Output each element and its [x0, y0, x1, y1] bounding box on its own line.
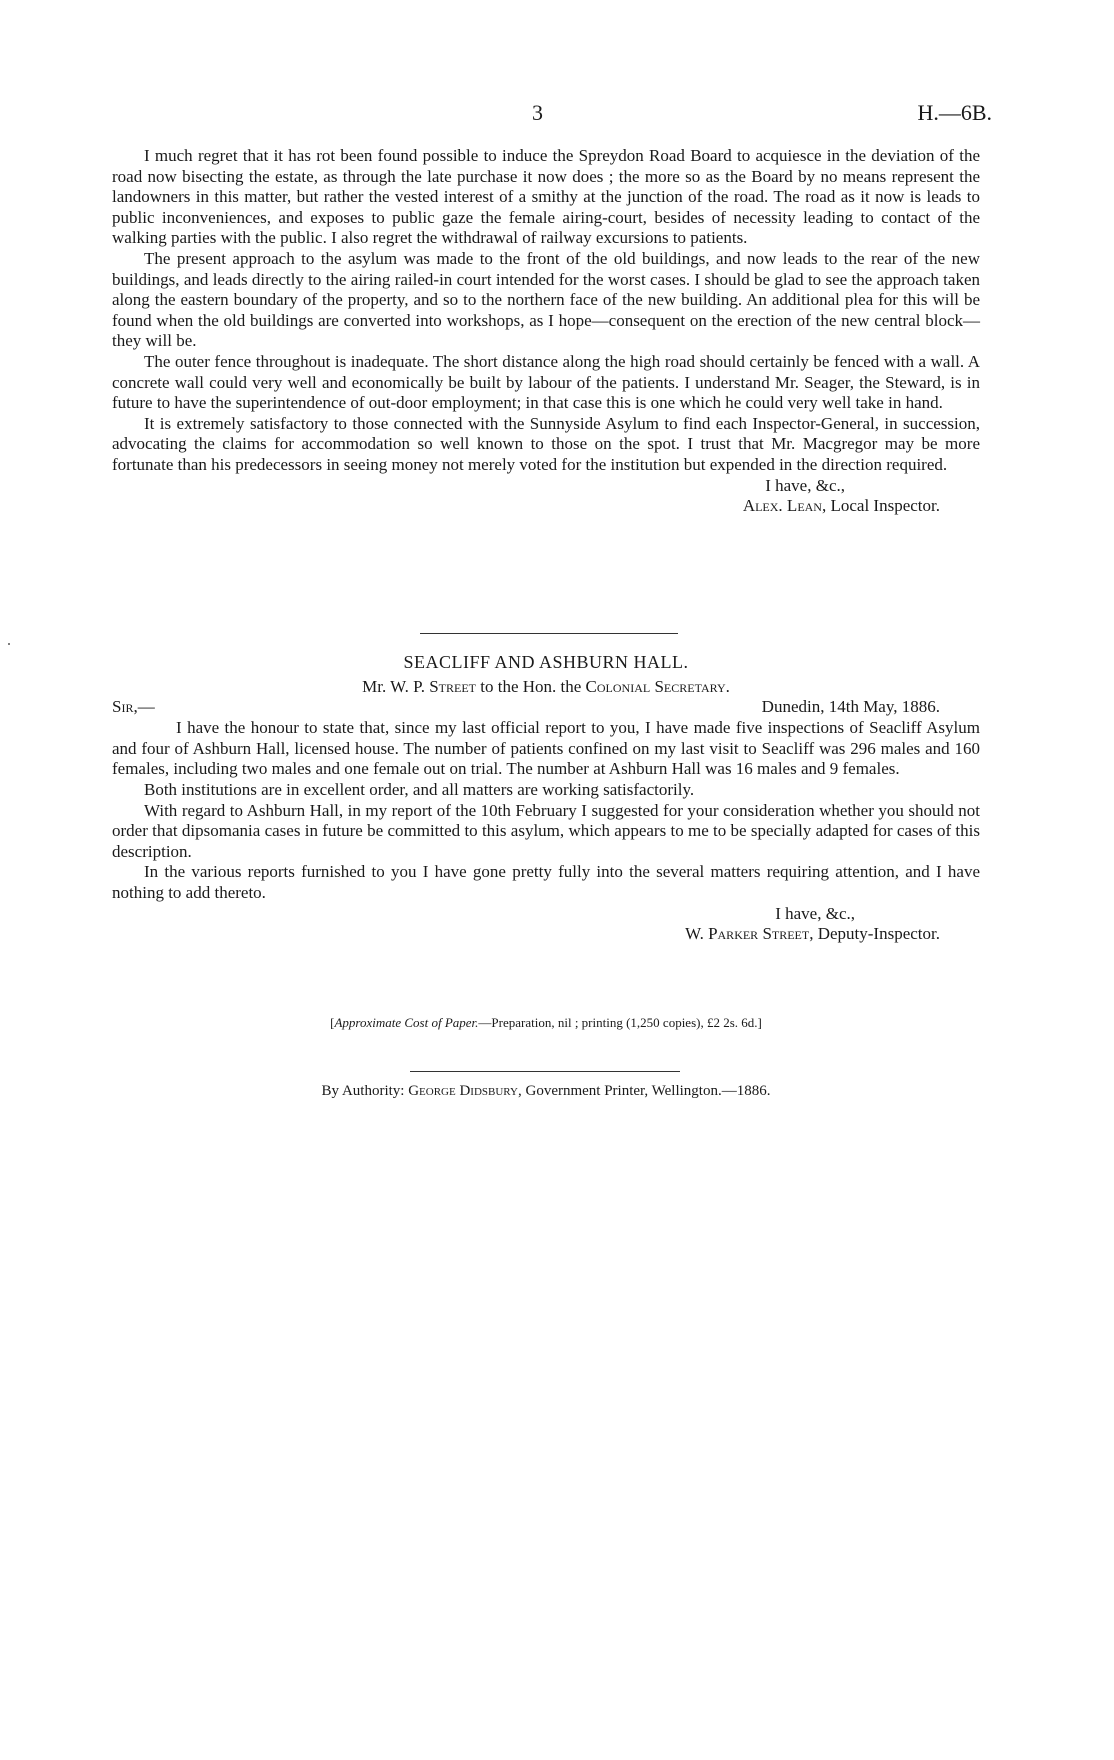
place-date: Dunedin, 14th May, 1886. [761, 697, 940, 717]
signature-title: , Local Inspector. [821, 496, 940, 516]
printer-imprint [112, 1083, 980, 1100]
scan-speck [8, 643, 10, 645]
signature [112, 924, 980, 945]
imprint-prefix: By Authority: [321, 1083, 409, 1099]
subtitle-middle: to the Hon. the [476, 676, 586, 696]
signature-title: , Deputy-Inspector. [809, 924, 940, 944]
subtitle-prefix: Mr. W. P. [362, 676, 430, 696]
salutation: Sir,— [112, 697, 155, 717]
closing-line: I have, &c., [765, 475, 845, 495]
page-header [112, 100, 992, 130]
section-subtitle [112, 677, 980, 698]
subtitle-to: Colonial Secretary [585, 676, 726, 696]
sunnyside-report [112, 146, 980, 517]
page-number: 3 [532, 100, 543, 125]
paragraph: It is extremely satisfactory to those connected with the Sunnyside Asylum to find each Inspector-General, in succession, advocating the claims for accommodation so well known to those on the spot. I trust that Mr. Macgregor may be more fortunate than his predecessors in seeing money not merely voted for the institution but expended in the direction required. [112, 413, 980, 474]
printer-name: George Didsbury [408, 1083, 518, 1099]
section-title: SEACLIFF AND ASHBURN HALL. [403, 652, 689, 672]
subtitle-suffix: . [725, 676, 730, 696]
cost-text: —Preparation, nil ; printing (1,250 copies), £2 2s. 6d. [478, 1015, 758, 1030]
cost-note: [Approximate Cost of Paper.—Preparation, nil ; printing (1,250 copies), £2 2s. 6d.] [330, 1015, 762, 1030]
signature-name: W. Parker Street [685, 924, 810, 944]
seacliff-report [112, 652, 980, 945]
footer-divider [410, 1071, 680, 1072]
paragraph: The present approach to the asylum was made to the front of the old buildings, and now leads to the rear of the new buildings, and leads directly to the airing railed-in court intended for the worst cases. I should be glad to see the approach taken along the eastern boundary of the property, and so to the northern face of the new building. An additional plea for this will be found when the old buildings are converted into workshops, as I hope—consequent on the erection of the new central block—they will be. [112, 248, 980, 351]
paragraph: Both institutions are in excellent order, and all matters are working satisfactorily. [144, 779, 695, 799]
imprint-suffix: , Government Printer, Wellington.—1886. [517, 1083, 771, 1099]
salutation-row [112, 697, 980, 718]
document-code: H.—6B. [917, 100, 992, 125]
signature-name: Alex. Lean [742, 496, 822, 516]
closing-line: I have, &c., [775, 903, 855, 923]
paragraph: I have the honour to state that, since my last official report to you, I have made five inspections of Seacliff Asylum and four of Ashburn Hall, licensed house. The number of patients confined on my last visit to Seacliff was 296 males and 160 females, including two males and one female out on trial. The number at Ashburn Hall was 16 males and 9 females. [112, 718, 980, 779]
paragraph: With regard to Ashburn Hall, in my report of the 10th February I suggested for your consideration whether you should not order that dipsomania cases in future be committed to this asylum, which appears to me to be specially adapted for cases of this description. [112, 800, 980, 861]
cost-label: Approximate Cost of Paper. [334, 1015, 479, 1030]
subtitle-from: Street [429, 676, 476, 696]
signature [112, 496, 980, 517]
paragraph: In the various reports furnished to you I have gone pretty fully into the several matters requiring attention, and I have nothing to add thereto. [112, 862, 980, 902]
section-divider [420, 633, 678, 634]
paragraph: I much regret that it has rot been found possible to induce the Spreydon Road Board to acquiesce in the deviation of the road now bisecting the estate, as through the late purchase it now does ; the more so as the Board by no means represent the landowners in this matter, but rather the vested interest of a smithy at the junction of the road. The road as it now is leads to public inconveniences, and exposes to public gaze the female airing-court, besides of necessity leading to contact of the walking parties with the public. I also regret the withdrawal of railway excursions to patients. [112, 146, 980, 248]
paragraph: The outer fence throughout is inadequate. The short distance along the high road should certainly be fenced with a wall. A concrete wall could very well and economically be built by labour of the patients. I understand Mr. Seager, the Steward, is in future to have the superintendence of out-door employment; in that case this is one which he could very well take in hand. [112, 351, 980, 413]
